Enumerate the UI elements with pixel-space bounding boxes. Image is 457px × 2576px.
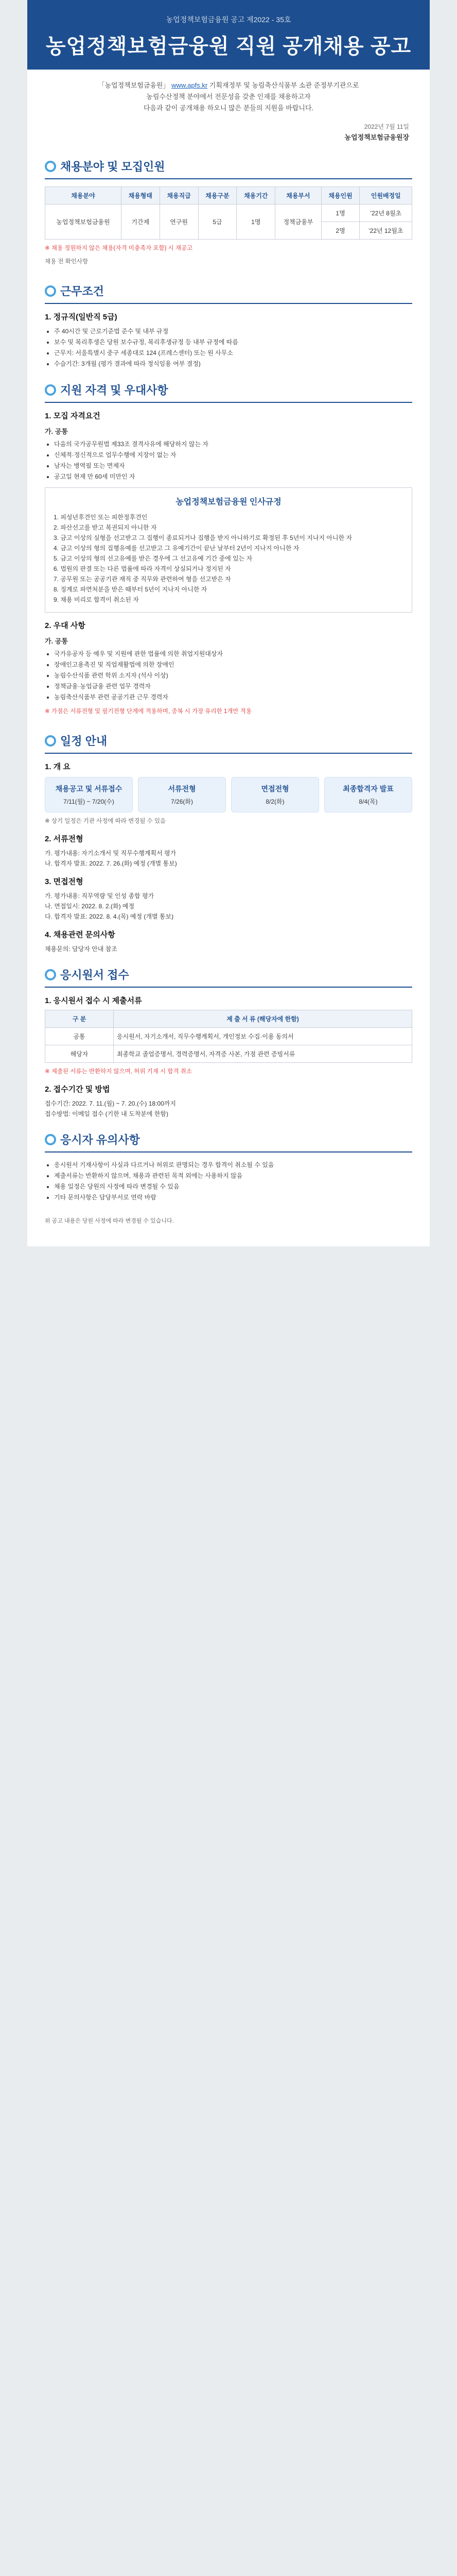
notice-title: 농업정책보험금융원 직원 공개채용 공고 <box>45 35 412 58</box>
list-item: • 정책금융·농업금융 관련 업무 경력자 <box>54 681 412 692</box>
note: ※ 가점은 서류전형 및 필기전형 단계에 적용하며, 중복 시 가장 유리한 1개만 적용 <box>45 708 252 715</box>
subheading: 1. 정규직(일반직 5급) <box>45 313 117 321</box>
box-line: 3. 금고 이상의 실형을 선고받고 그 집행이 종료되거나 집행을 받지 아니하기로 확정된 후 5년이 지나지 아니한 자 <box>54 534 353 541</box>
intro-line1: 「농업정책보험금융원」 <box>98 81 172 89</box>
note: 채용 전 확인사항 <box>45 259 89 265</box>
subheading: 1. 모집 자격요건 <box>45 412 100 420</box>
subsubheading: 가. 공통 <box>45 428 68 435</box>
list-item: • 남자는 병역필 또는 면제자 <box>54 461 412 471</box>
table-header: 채용부서 <box>275 187 321 205</box>
footer-note: 위 공고 내용은 당원 사정에 따라 변경될 수 있습니다. <box>45 1218 174 1224</box>
note: ※ 상기 일정은 기관 사정에 따라 변경될 수 있음 <box>45 818 166 824</box>
intro-line3: 다음과 같이 공개채용 하오니 많은 분들의 지원을 바랍니다. <box>143 104 314 112</box>
list-item: • 근무지: 서울특별시 중구 세종대로 124 (프레스센터) 또는 원 사무소 <box>54 348 412 359</box>
box-line: 6. 법원의 판결 또는 다른 법률에 따라 자격이 상실되거나 정지된 자 <box>54 565 231 572</box>
list-item: • 기타 문의사항은 담당부서로 연락 바람 <box>54 1192 412 1203</box>
notice-date: 2022년 7월 11일 <box>364 123 409 130</box>
subheading: 2. 우대 사항 <box>45 621 85 630</box>
section-title: 채용분야 및 모집인원 <box>45 158 412 179</box>
organization-name: 농업정책보험금융원장 <box>344 133 409 141</box>
schedule-flow <box>45 777 412 812</box>
circle-bullet-icon <box>45 1134 56 1145</box>
table-header: 구 분 <box>45 1010 114 1028</box>
table-header: 채용기간 <box>237 187 275 205</box>
subheading: 2. 서류전형 <box>45 835 83 843</box>
table-header: 채용분야 <box>45 187 121 205</box>
box-line: 9. 채용 비리로 합격이 취소된 자 <box>54 596 139 603</box>
cautions-list <box>45 1160 412 1203</box>
common-list <box>45 439 412 482</box>
list-item: • 다음의 국가공무원법 제33조 결격사유에 해당하지 않는 자 <box>54 439 412 450</box>
list-item: • 수습기간: 3개월 (평가 결과에 따라 정식임용 여부 결정) <box>54 359 412 369</box>
subheading: 2. 접수기간 및 방법 <box>45 1085 110 1094</box>
box-line: 5. 금고 이상의 형의 선고유예를 받은 경우에 그 선고유예 기간 중에 있는 자 <box>54 555 253 562</box>
list-item: • 농림축산식품부 관련 공공기관 근무 경력자 <box>54 692 412 703</box>
box-line: 7. 공무원 또는 공공기관 재직 중 직무와 관련하여 형을 선고받은 자 <box>54 575 231 583</box>
section-title: 응시자 유의사항 <box>45 1131 412 1153</box>
section-title: 일정 안내 <box>45 733 412 754</box>
interview-line: 다. 합격자 발표: 2022. 8. 4.(목) 예정 (개별 통보) <box>45 913 174 920</box>
box-line: 4. 금고 이상의 형의 집행유예를 선고받고 그 유예기간이 끝난 날부터 2년이 지나지 아니한 자 <box>54 545 300 552</box>
section-title: 근무조건 <box>45 283 412 304</box>
circle-bullet-icon <box>45 969 56 980</box>
box-line: 8. 징계로 파면처분을 받은 때부터 5년이 지나지 아니한 자 <box>54 586 207 593</box>
table-header: 인원배정일 <box>360 187 412 205</box>
list-item: • 제출서류는 반환하지 않으며, 채용과 관련된 목적 외에는 사용하지 않음 <box>54 1171 412 1181</box>
schedule-step: 면접전형 8/2(화) <box>231 777 319 812</box>
subheading: 4. 채용관련 문의사항 <box>45 930 115 939</box>
circle-bullet-icon <box>45 384 56 396</box>
intro-line2: 농림수산정책 분야에서 전문성을 갖춘 인재를 채용하고자 <box>146 93 311 100</box>
interview-line: 나. 면접일시: 2022. 8. 2.(화) 예정 <box>45 903 135 910</box>
preference-list <box>45 649 412 703</box>
doc-line: 가. 평가내용: 자기소개서 및 직무수행계획서 평가 <box>45 850 177 857</box>
intro <box>27 70 430 119</box>
section-title: 응시원서 접수 <box>45 967 412 988</box>
table-row: 해당자 최종학교 졸업증명서, 경력증명서, 자격증 사본, 가점 관련 증빙서류 <box>45 1045 412 1063</box>
circle-bullet-icon <box>45 285 56 297</box>
list-item: • 보수 및 복리후생은 당원 보수규정, 복리후생규정 등 내부 규정에 따름 <box>54 337 412 348</box>
list-item: • 공고일 현재 만 60세 미만인 자 <box>54 471 412 482</box>
note: ※ 제출된 서류는 반환하지 않으며, 허위 기재 시 합격 취소 <box>45 1069 192 1075</box>
schedule-step: 채용공고 및 서류접수 7/11(월) ~ 7/20(수) <box>45 777 133 812</box>
list-item: • 신체적·정신적으로 업무수행에 지장이 없는 자 <box>54 450 412 461</box>
documents-table <box>45 1010 412 1063</box>
subsubheading: 가. 공통 <box>45 637 68 645</box>
recruit-table <box>45 187 412 240</box>
circle-bullet-icon <box>45 161 56 172</box>
table-row: 2명 ’22년 12월초 <box>45 222 412 240</box>
section-qualifications <box>27 374 430 724</box>
notice-header <box>27 0 430 70</box>
subheading: 3. 면접전형 <box>45 877 83 886</box>
box-line: 2. 파산선고를 받고 복권되지 아니한 자 <box>54 524 157 531</box>
table-header: 채용직급 <box>160 187 198 205</box>
inquiry-line: 채용문의: 담당자 안내 참조 <box>45 945 117 953</box>
section-schedule <box>27 724 430 958</box>
list-item: • 주 40시간 및 근로기준법 준수 및 내부 규정 <box>54 326 412 337</box>
table-header: 채용구분 <box>198 187 237 205</box>
website-link[interactable]: www.apfs.kr <box>171 81 208 89</box>
schedule-step: 최종합격자 발표 8/4(목) <box>324 777 412 812</box>
list-item: • 국가유공자 등 예우 및 지원에 관한 법률에 의한 취업지원대상자 <box>54 649 412 659</box>
table-header: 채용형태 <box>121 187 160 205</box>
section-conditions <box>27 275 430 374</box>
regulation-box <box>45 487 412 613</box>
notice-document <box>27 0 430 1246</box>
subheading: 1. 응시원서 접수 시 제출서류 <box>45 996 142 1005</box>
box-line: 1. 피성년후견인 또는 피한정후견인 <box>54 514 148 521</box>
table-header: 제 출 서 류 (해당자에 한함) <box>114 1010 412 1028</box>
list-item: • 농림수산식품 관련 학위 소지자 (석사 이상) <box>54 670 412 681</box>
table-row: 농업정책보험금융원 기간제 연구원 5급 1명 정책금융부 1명 ’22년 8월초 <box>45 205 412 222</box>
apply-line: 접수기간: 2022. 7. 11.(월) ~ 7. 20.(수) 18:00까지 <box>45 1100 176 1107</box>
section-title: 지원 자격 및 우대사항 <box>45 382 412 403</box>
schedule-step: 서류전형 7/26(화) <box>138 777 226 812</box>
list-item: • 응시원서 기재사항이 사실과 다르거나 허위로 판명되는 경우 합격이 취소될 수 있음 <box>54 1160 412 1171</box>
notice-number: 농업정책보험금융원 공고 제2022 - 35호 <box>166 15 291 24</box>
conditions-list <box>45 326 412 369</box>
interview-line: 가. 평가내용: 직무역량 및 인성 종합 평가 <box>45 892 154 900</box>
section-apply <box>27 958 430 1123</box>
apply-line: 접수방법: 이메일 접수 (기한 내 도착분에 한함) <box>45 1110 168 1117</box>
list-item: • 채용 일정은 당원의 사정에 따라 변경될 수 있음 <box>54 1181 412 1192</box>
subheading: 1. 개 요 <box>45 762 71 771</box>
box-title: 농업정책보험금융원 인사규정 <box>175 498 282 506</box>
table-header: 채용인원 <box>321 187 360 205</box>
table-row: 공통 응시원서, 자기소개서, 직무수행계획서, 개인정보 수집·이용 동의서 <box>45 1028 412 1045</box>
section-recruit <box>27 150 430 275</box>
note: ※ 채용 정원하지 않은 채용(자격 미충족자 포함) 시 재공고 <box>45 245 193 251</box>
intro-line1b: 기획재정부 및 농림축산식품부 소관 준정부기관으로 <box>209 81 359 89</box>
doc-line: 나. 합격자 발표: 2022. 7. 26.(화) 예정 (개별 통보) <box>45 860 177 867</box>
circle-bullet-icon <box>45 735 56 747</box>
list-item: • 장애인고용촉진 및 직업재활법에 의한 장애인 <box>54 659 412 670</box>
section-cautions <box>27 1123 430 1207</box>
